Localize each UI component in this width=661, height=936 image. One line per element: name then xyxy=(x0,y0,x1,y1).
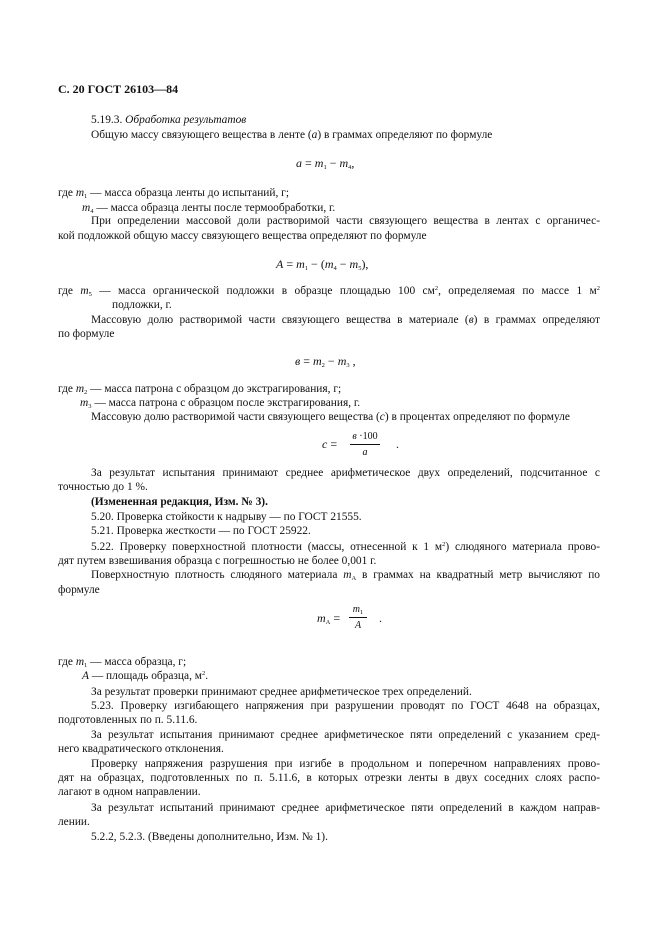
text-line: где $m_5$ — масса органической подложки в образце площадью 100 $см^2$, определяемая по массе 1 $м^2$ xyxy=(58,285,601,298)
document-page: С. 20 ГОСТ 26103—84 5.19.3. Обработка результатов Общую массу связующего вещества в ленте (а) в граммах определяют по формуле $a = m_1 - m_4$, где $m_1$ — масса образца ленты до испытаний, г; $m_4$ — масса образца ленты после термообработки, г. При определении массовой доли растворимой части связующего вещества в лентах с органичес- кой подложкой общую массу связующего вещества определяют по формуле $A = m_1 - (m_4 - m_5)$, где $m_5$ — масса органической подложки в образце площадью 100 $см^2$, определяемая по массе 1 $м^2$ подложки, г. Массовую долю растворимой части связующего вещества в материале (в) в граммах определяют по формуле $в = m_2 - m_3$ , где $m_2$ — масса патрона с образцом до экстрагирования, г; $m_3$ — масса патрона с образцом после экстрагирования, г. Массовую долю растворимой части связующего вещества (с) в процентах определяют по формуле c = в ·100 a . За результат испытания принимают среднее арифметическое двух определений, подсчитанное с точностью до 1 %. (Измененная редакция, Изм. № 3). 5.20. Проверка стойкости к надрыву — по ГОСТ 21555. 5.21. Проверка жесткости — по ГОСТ 25922. 5.22. Проверку поверхностной плотности (массы, отнесенной к 1 $м^2$) слюдяного материала прово- дят путем взвешивания образца с погрешностью не более 0,001 г. Поверхностную плотность слюдяного материала $m_A$ в граммах на квадратный метр вычисляют по формуле $m_A$ = $m_1$ A . где $m_1$ — масса образца, г; A — площадь образца, $м^2$. За результат проверки принимают среднее арифметическое трех определений. 5.23. Проверку изгибающего напряжения при разрушении проводят по ГОСТ 4648 на образцах, подготовленных по п. 5.11.6. За результат испытания принимают среднее арифметическое пяти определений с указанием сред- него квадратического отклонения. Проверку напряжения разрушения при изгибе в продольном и поперечном направлениях прово- дят на образцах, подготовленных по п. 5.11.6, в которых отрезки ленты в двух соседних слоях распо- лагают в одном направлении. За результат испытаний принимают среднее арифметическое пяти определений в каждом направ- лении. 5.2.2, 5.2.3. (Введены дополнительно, Изм. № 1). xyxy=(58,82,601,843)
text-line: Массовую долю растворимой части связующего вещества в материале (в) в граммах определяют xyxy=(91,314,600,326)
text-line: где $m_1$ — масса образца, г; xyxy=(58,656,187,669)
text-line: него квадратического отклонения. xyxy=(58,743,224,755)
text-line: подготовленных по п. 5.11.6. xyxy=(58,714,198,726)
section-heading: 5.19.3. Обработка результатов xyxy=(91,114,247,126)
text-line: Поверхностную плотность слюдяного материала $m_A$ в граммах на квадратный метр вычисляют по xyxy=(91,569,600,582)
text-line: 5.22. Проверку поверхностной плотности (массы, отнесенной к 1 $м^2$) слюдяного материала прово- xyxy=(91,541,600,553)
text-line: При определении массовой доли растворимой части связующего вещества в лентах с органичес- xyxy=(91,215,600,227)
amendment-note: (Измененная редакция, Изм. № 3). xyxy=(91,496,268,508)
text-line: Общую массу связующего вещества в ленте (а) в граммах определяют по формуле xyxy=(91,129,493,141)
text-line: подложки, г. xyxy=(112,299,172,311)
text-line: $m_4$ — масса образца ленты после термообработки, г. xyxy=(82,202,336,215)
amendment-note: 5.2.2, 5.2.3. (Введены дополнительно, Изм. № 1). xyxy=(91,831,328,843)
text-line: точностью до 1 %. xyxy=(58,481,148,493)
text-line: кой подложкой общую массу связующего вещества определяют по формуле xyxy=(58,230,427,242)
text-line: лении. xyxy=(58,816,90,828)
text-line: За результат испытания принимают среднее арифметическое двух определений, подсчитанное с xyxy=(91,467,600,479)
text-line: лагают в одном направлении. xyxy=(58,786,201,798)
text-line: 5.20. Проверка стойкости к надрыву — по ГОСТ 21555. xyxy=(91,511,362,523)
text-line: где $m_1$ — масса образца ленты до испытаний, г; xyxy=(58,187,290,200)
fraction: в ·100 a xyxy=(350,430,380,459)
text-line: 5.21. Проверка жесткости — по ГОСТ 25922. xyxy=(91,525,311,537)
page-header: С. 20 ГОСТ 26103—84 xyxy=(58,82,179,96)
text-line: A — площадь образца, $м^2$. xyxy=(82,670,209,682)
text-line: За результат испытания принимают среднее арифметическое пяти определений с указанием сред- xyxy=(91,729,600,741)
text-line: Массовую долю растворимой части связующего вещества (с) в процентах определяют по формуле xyxy=(91,411,570,423)
fraction: $m_1$ A xyxy=(349,603,367,632)
text-line: Проверку напряжения разрушения при изгибе в продольном и поперечном направлениях прово- xyxy=(91,758,600,770)
text-line: 5.23. Проверку изгибающего напряжения при разрушении проводят по ГОСТ 4648 на образцах, xyxy=(91,700,600,712)
formula-total-mass-substrate: $A = m_1 - (m_4 - m_5)$, xyxy=(276,257,369,272)
text-line: дят путем взвешивания образца с погрешностью не более 0,001 г. xyxy=(58,555,377,567)
text-line: дят на образцах, подготовленных по п. 5.11.6, в которых отрезки ленты в двух соседних слоях распо- xyxy=(58,772,600,784)
formula-total-mass: $a = m_1 - m_4$, xyxy=(296,156,355,171)
text-line: где $m_2$ — масса патрона с образцом до экстрагирования, г; xyxy=(58,383,342,396)
text-line: формуле xyxy=(58,584,100,596)
text-line: За результат проверки принимают среднее арифметическое трех определений. xyxy=(91,686,472,698)
text-line: За результат испытаний принимают среднее арифметическое пяти определений в каждом направ- xyxy=(91,802,600,814)
text-line: по формуле xyxy=(58,328,115,340)
formula-soluble-fraction: $в = m_2 - m_3$ , xyxy=(295,354,356,369)
text-line: $m_3$ — масса патрона с образцом после экстрагирования, г. xyxy=(80,397,361,410)
